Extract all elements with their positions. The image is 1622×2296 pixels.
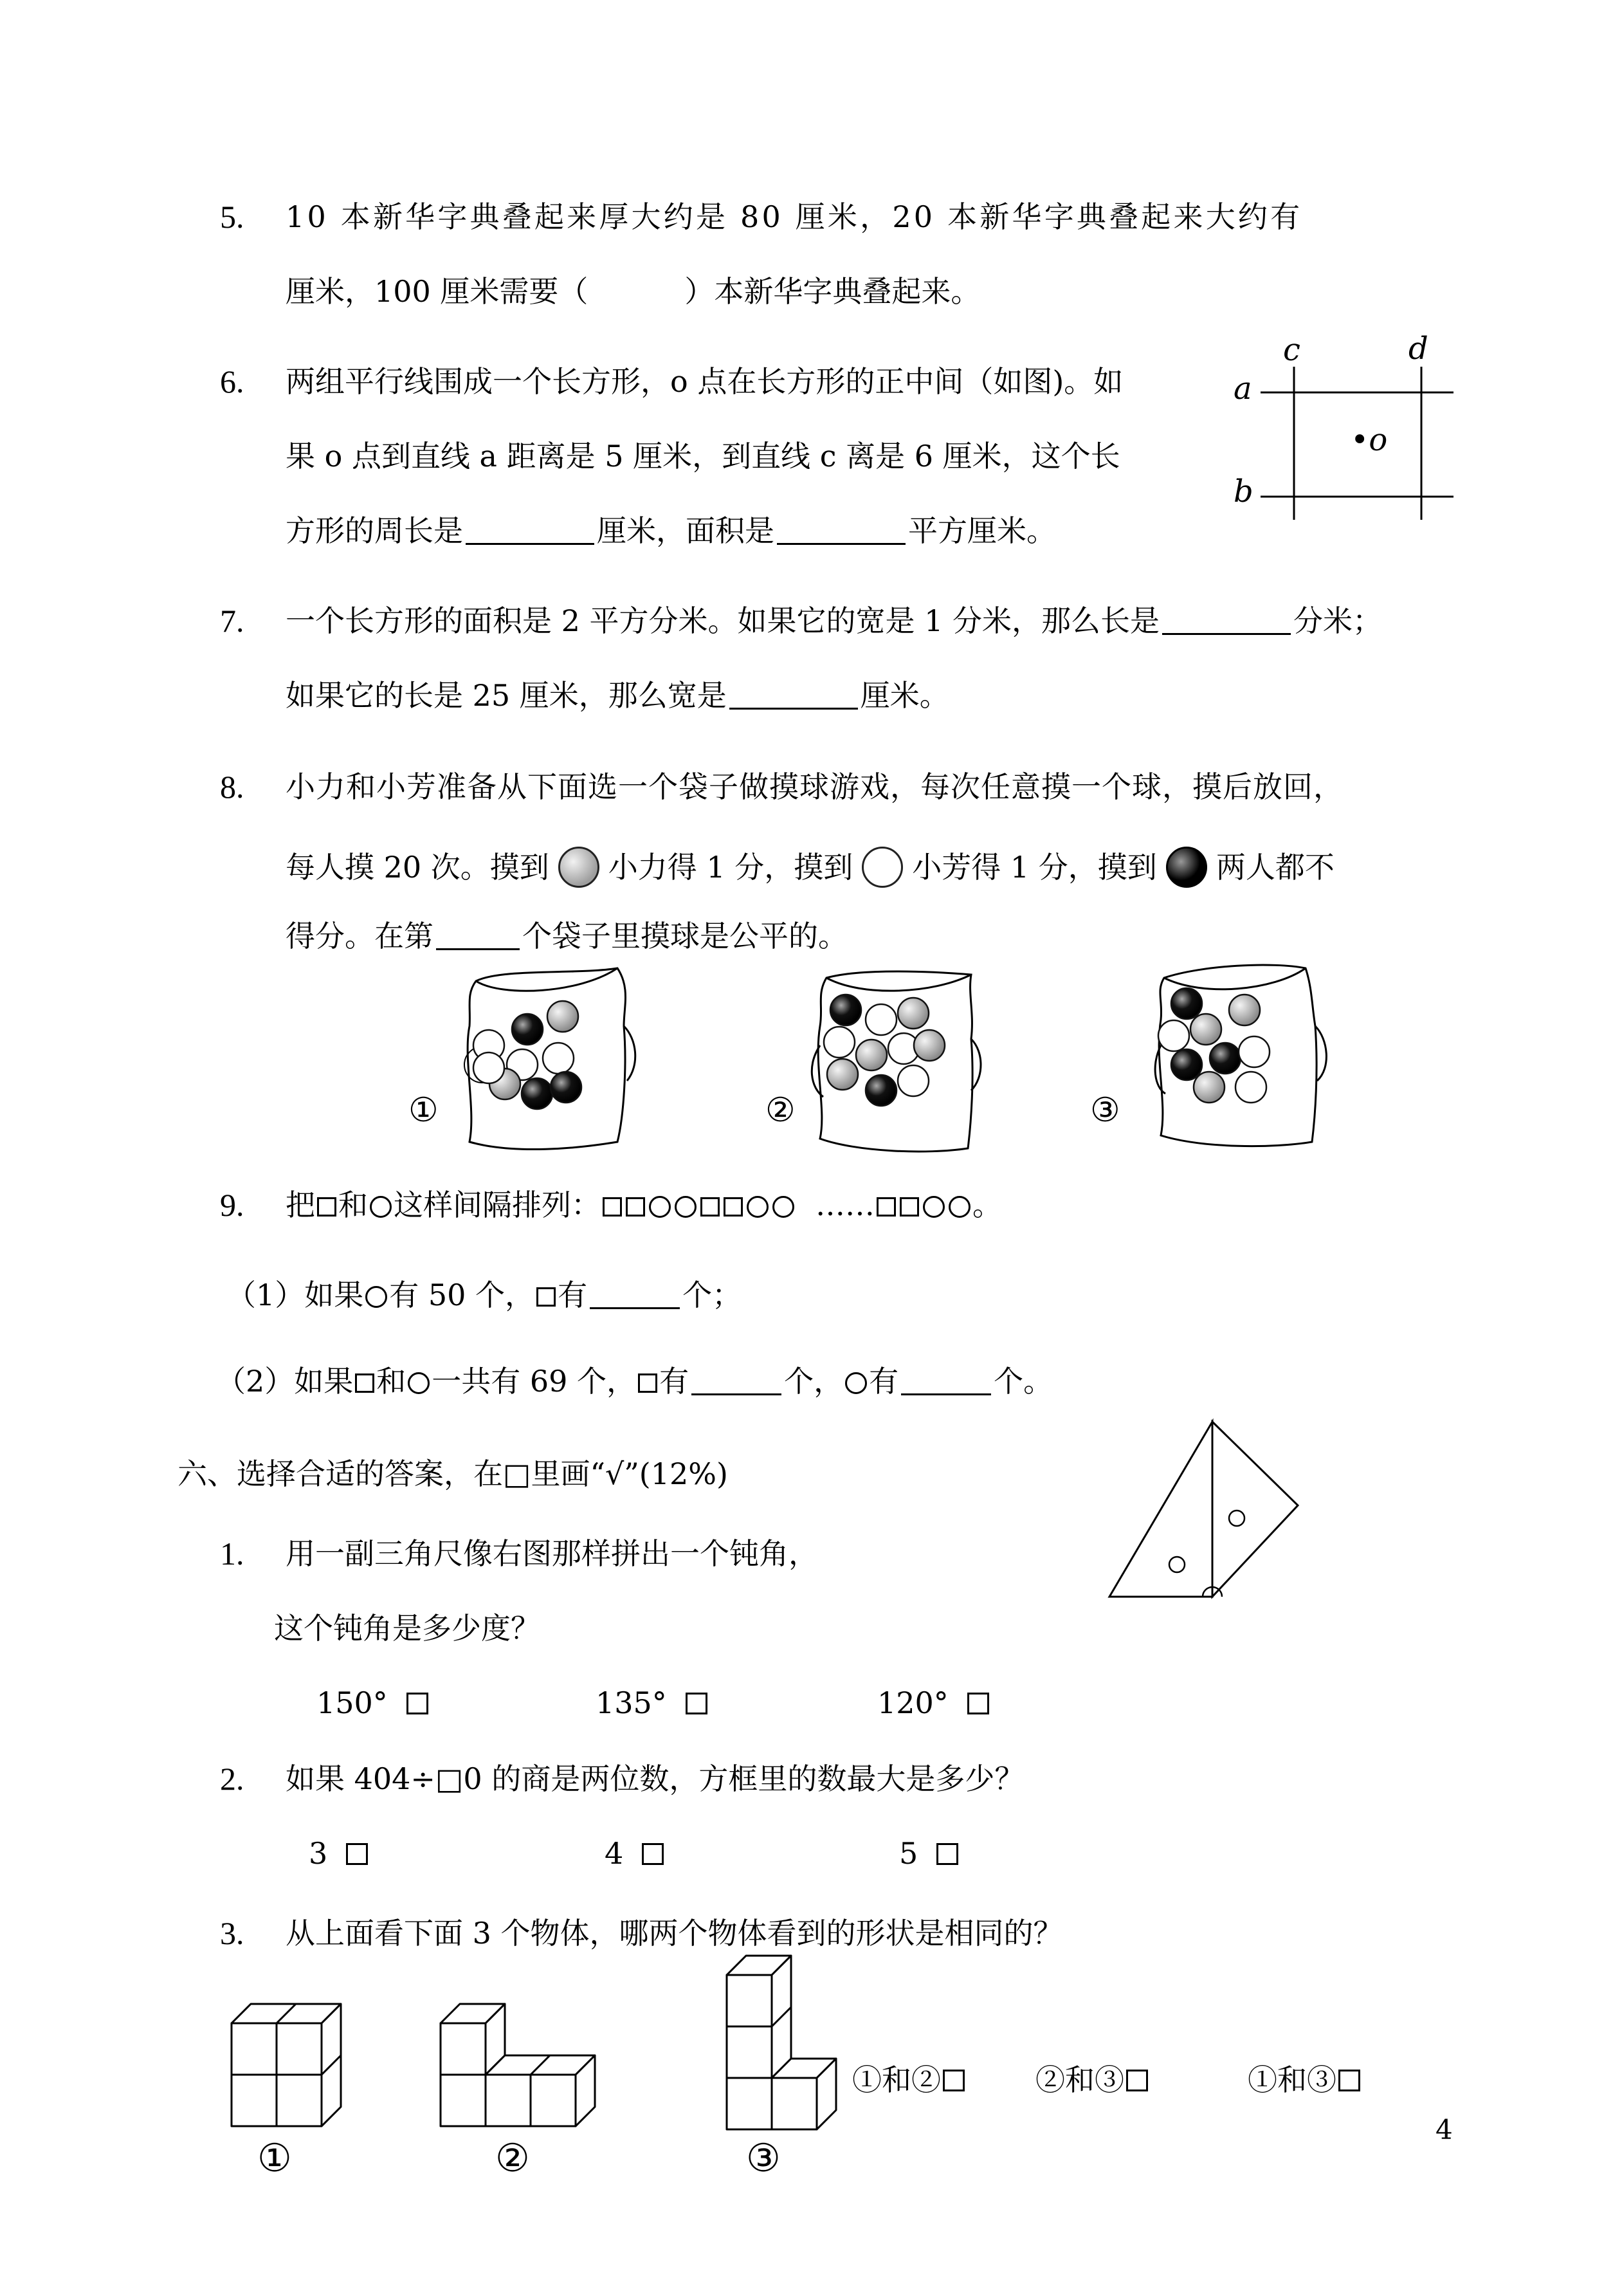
choice-1-line2: 这个钝角是多少度？: [274, 1611, 540, 1646]
option-label: ①和②: [852, 2062, 941, 2097]
figure-label-d: d: [1408, 331, 1428, 367]
question-6-line2: 果 o 点到直线 a 距离是 5 厘米，到直线 c 离是 6 厘米，这个长: [286, 439, 1120, 473]
answer-checkbox[interactable]: [943, 2070, 965, 2091]
question-6-line3c: 平方厘米。: [908, 513, 1056, 548]
option-label: ①和③: [1248, 2062, 1336, 2097]
figure-label-b: b: [1234, 473, 1253, 510]
question-7-line1b: 分米；: [1293, 603, 1383, 638]
answer-checkbox[interactable]: [1126, 2070, 1148, 2091]
bag-label-1: ①: [408, 1091, 439, 1130]
choice-3-option-1-3: [1248, 2062, 1362, 2097]
figure-label-o: •o: [1351, 422, 1388, 458]
section-6-heading: 六、选择合适的答案，在□里画“√”(12%): [178, 1456, 728, 1491]
bag-label-3: ③: [1090, 1091, 1120, 1130]
cube-label-1: ①: [257, 2136, 292, 2181]
question-9-sub2a: （2）如果: [216, 1364, 354, 1399]
page-number: 4: [1435, 2114, 1453, 2145]
question-8-line1: 小力和小芳准备从下面选一个袋子做摸球游戏，每次任意摸一个球，摸后放回，: [286, 769, 1344, 804]
question-9-sub1b: 有 50 个，: [389, 1278, 535, 1312]
cube-label-3: ③: [746, 2136, 781, 2181]
question-8-line2d: 两人都不: [1216, 850, 1335, 885]
question-9-sub2f: 有: [869, 1364, 899, 1399]
question-6-line3a: 方形的周长是: [286, 513, 463, 548]
question-6-number: 6.: [220, 363, 244, 400]
choice-1-line1: 用一副三角尺像右图那样拼出一个钝角，: [286, 1536, 818, 1571]
question-9-line1a: 把: [286, 1188, 315, 1222]
choice-3-option-2-3: [1035, 2062, 1150, 2097]
question-7-line2a: 如果它的长是 25 厘米，那么宽是: [286, 678, 727, 713]
question-7-line1a: 一个长方形的面积是 2 平方分米。如果它的宽是 1 分米，那么长是: [286, 603, 1160, 638]
option-label: 135°: [596, 1685, 667, 1720]
question-9-line1c: 这样间隔排列：: [394, 1188, 601, 1222]
question-8-line2b: 小力得 1 分，摸到: [608, 850, 853, 885]
option-label: 150°: [316, 1685, 388, 1720]
option-label: 3: [309, 1836, 328, 1871]
question-6-line1: 两组平行线围成一个长方形，o 点在长方形的正中间（如图)。如: [286, 364, 1124, 399]
question-7-line2b: 厘米。: [860, 678, 949, 713]
question-8-line3a: 得分。在第: [286, 919, 433, 953]
question-8-line2c: 小芳得 1 分，摸到: [912, 850, 1157, 885]
question-9-line1b: 和: [338, 1188, 368, 1222]
choice-2-number: 2.: [220, 1761, 244, 1797]
question-9-sub1d: 个；: [682, 1278, 742, 1312]
question-9-number: 9.: [220, 1187, 244, 1223]
figure-label-c: c: [1283, 332, 1300, 368]
choice-3-line1: 从上面看下面 3 个物体，哪两个物体看到的形状是相同的？: [286, 1916, 1063, 1951]
question-9-ellipsis: ……: [816, 1188, 875, 1222]
figure-label-a: a: [1234, 371, 1252, 407]
cube-figure-2: [441, 2004, 595, 2126]
question-5-line1: 10 本新华字典叠起来厚大约是 80 厘米，20 本新华字典叠起来大约有: [286, 199, 1303, 234]
choice-3-option-1-2: [852, 2062, 967, 2097]
choice-3-number: 3.: [220, 1915, 244, 1951]
cube-figure-3: [727, 1956, 836, 2129]
question-9-sub2e: 个，: [784, 1364, 844, 1399]
choice-1-number: 1.: [220, 1536, 244, 1572]
choice-2-line1: 如果 404÷□0 的商是两位数，方框里的数最大是多少？: [286, 1761, 1025, 1796]
cube-label-2: ②: [495, 2136, 530, 2181]
question-9-sub2b: 和: [376, 1364, 406, 1399]
option-label: 5: [899, 1836, 918, 1871]
question-8-line2a: 每人摸 20 次。摸到: [286, 850, 549, 885]
question-7-number: 7.: [220, 603, 244, 639]
question-9-sub1c: 有: [558, 1278, 588, 1312]
question-5-line2b: ）本新华字典叠起来。: [684, 274, 981, 309]
question-9-sub1a: （1）如果: [226, 1278, 364, 1312]
question-9-line1e: 。: [972, 1188, 1002, 1222]
option-label: 120°: [877, 1685, 949, 1720]
question-8-line3b: 个袋子里摸球是公平的。: [522, 919, 848, 953]
answer-checkbox[interactable]: [1338, 2070, 1360, 2091]
question-8-number: 8.: [220, 769, 244, 805]
question-9-sub2c: 一共有 69 个，: [432, 1364, 637, 1399]
question-5-number: 5.: [220, 199, 244, 235]
option-label: ②和③: [1035, 2062, 1124, 2097]
bag-label-2: ②: [765, 1091, 796, 1130]
question-6-line3b: 厘米，面积是: [597, 513, 774, 548]
question-5-line2a: 厘米，100 厘米需要（: [286, 274, 588, 309]
question-9-sub2d: 有: [659, 1364, 689, 1399]
option-label: 4: [605, 1836, 624, 1871]
question-9-sub2g: 个。: [994, 1364, 1053, 1399]
cube-figure-1: [232, 2004, 341, 2126]
